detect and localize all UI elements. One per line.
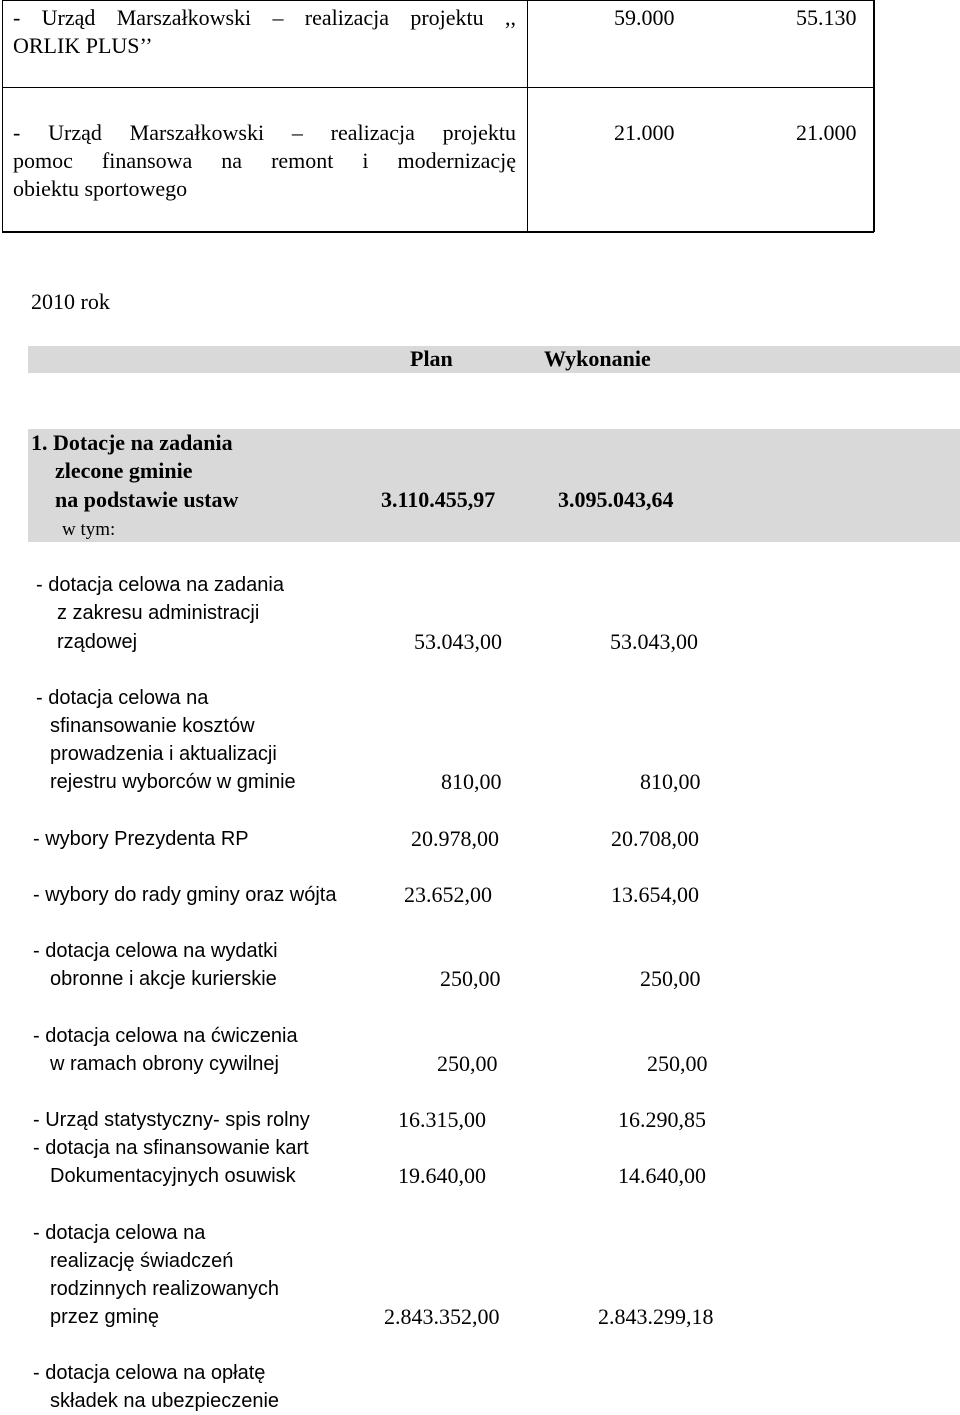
header-wykonanie: Wykonanie xyxy=(544,346,651,371)
item-9-line-2: realizację świadczeń xyxy=(50,1250,234,1272)
item-5-plan: 250,00 xyxy=(440,966,501,991)
table-row-2-desc-line-1: - Urząd Marszałkowski – realizacja projektu xyxy=(13,120,516,145)
table-row-1-plan: 59.000 xyxy=(614,5,675,30)
item-5-wykonanie: 250,00 xyxy=(640,966,701,991)
table-row-1-desc-line-1: - Urząd Marszałkowski – realizacja projektu ,, xyxy=(13,5,516,30)
item-1-line-2: z zakresu administracji xyxy=(57,602,260,624)
item-8-plan: 19.640,00 xyxy=(398,1163,486,1188)
item-2-wykonanie: 810,00 xyxy=(640,769,701,794)
year-heading: 2010 rok xyxy=(31,289,110,314)
item-9-line-3: rodzinnych realizowanych xyxy=(50,1278,280,1300)
item-9-line-1: - dotacja celowa na xyxy=(33,1222,206,1244)
table-border-middle xyxy=(527,0,528,232)
table-row-1-wykonanie: 55.130 xyxy=(796,5,857,30)
item-2-line-3: prowadzenia i aktualizacji xyxy=(50,743,277,765)
table-border-bottom xyxy=(2,231,874,233)
item-3-line-1: - wybory Prezydenta RP xyxy=(33,828,249,850)
item-10-line-1: - dotacja celowa na opłatę xyxy=(33,1362,266,1384)
item-9-wykonanie: 2.843.299,18 xyxy=(598,1304,714,1329)
item-8-wykonanie: 14.640,00 xyxy=(618,1163,706,1188)
item-7-wykonanie: 16.290,85 xyxy=(618,1107,706,1132)
item-4-plan: 23.652,00 xyxy=(404,882,492,907)
item-6-line-1: - dotacja celowa na ćwiczenia xyxy=(33,1025,298,1047)
item-7-plan: 16.315,00 xyxy=(398,1107,486,1132)
item-1-wykonanie: 53.043,00 xyxy=(610,629,698,654)
main-item-plan: 3.110.455,97 xyxy=(381,487,496,512)
item-8-line-2: Dokumentacyjnych osuwisk xyxy=(50,1165,296,1187)
item-6-wykonanie: 250,00 xyxy=(647,1051,708,1076)
item-1-plan: 53.043,00 xyxy=(414,629,502,654)
main-item-line-2: zlecone gminie xyxy=(55,458,193,483)
table-border-top xyxy=(2,0,874,1)
item-5-line-1: - dotacja celowa na wydatki xyxy=(33,940,278,962)
table-row-1-desc-line-2: ORLIK PLUS’’ xyxy=(13,33,153,58)
item-2-line-2: sfinansowanie kosztów xyxy=(50,715,255,737)
item-5-line-2: obronne i akcje kurierskie xyxy=(50,968,277,990)
item-2-plan: 810,00 xyxy=(441,769,502,794)
item-4-line-1: - wybory do rady gminy oraz wójta xyxy=(33,884,337,906)
item-10-line-2: składek na ubezpieczenie xyxy=(50,1390,280,1412)
main-item-line-3: na podstawie ustaw xyxy=(55,487,239,512)
item-8-line-1: - dotacja na sfinansowanie kart xyxy=(33,1137,309,1159)
item-1-line-3: rządowej xyxy=(57,631,138,653)
table-row-2-desc-line-3: obiektu sportowego xyxy=(13,176,188,201)
item-7-line-1: - Urząd statystyczny- spis rolny xyxy=(33,1109,310,1131)
item-9-line-4: przez gminę xyxy=(50,1306,159,1328)
item-1-line-1: - dotacja celowa na zadania xyxy=(36,574,284,596)
main-item-wykonanie: 3.095.043,64 xyxy=(558,487,674,512)
item-6-plan: 250,00 xyxy=(437,1051,498,1076)
item-3-wykonanie: 20.708,00 xyxy=(611,826,699,851)
main-item-sub: w tym: xyxy=(62,519,116,540)
table-row-2-wykonanie: 21.000 xyxy=(796,120,857,145)
item-9-plan: 2.843.352,00 xyxy=(384,1304,500,1329)
item-2-line-1: - dotacja celowa na xyxy=(36,687,209,709)
item-6-line-2: w ramach obrony cywilnej xyxy=(50,1053,279,1075)
item-3-plan: 20.978,00 xyxy=(411,826,499,851)
header-plan: Plan xyxy=(410,346,453,371)
item-4-wykonanie: 13.654,00 xyxy=(611,882,699,907)
item-2-line-4: rejestru wyborców w gminie xyxy=(50,771,296,793)
table-border-right xyxy=(873,0,875,232)
table-row-2-plan: 21.000 xyxy=(614,120,675,145)
main-item-line-1: 1. Dotacje na zadania xyxy=(31,430,233,455)
table-border-left xyxy=(2,0,3,232)
table-row-divider xyxy=(2,87,874,88)
header-band xyxy=(28,346,960,373)
table-row-2-desc-line-2: pomoc finansowa na remont i modernizację xyxy=(13,148,516,173)
